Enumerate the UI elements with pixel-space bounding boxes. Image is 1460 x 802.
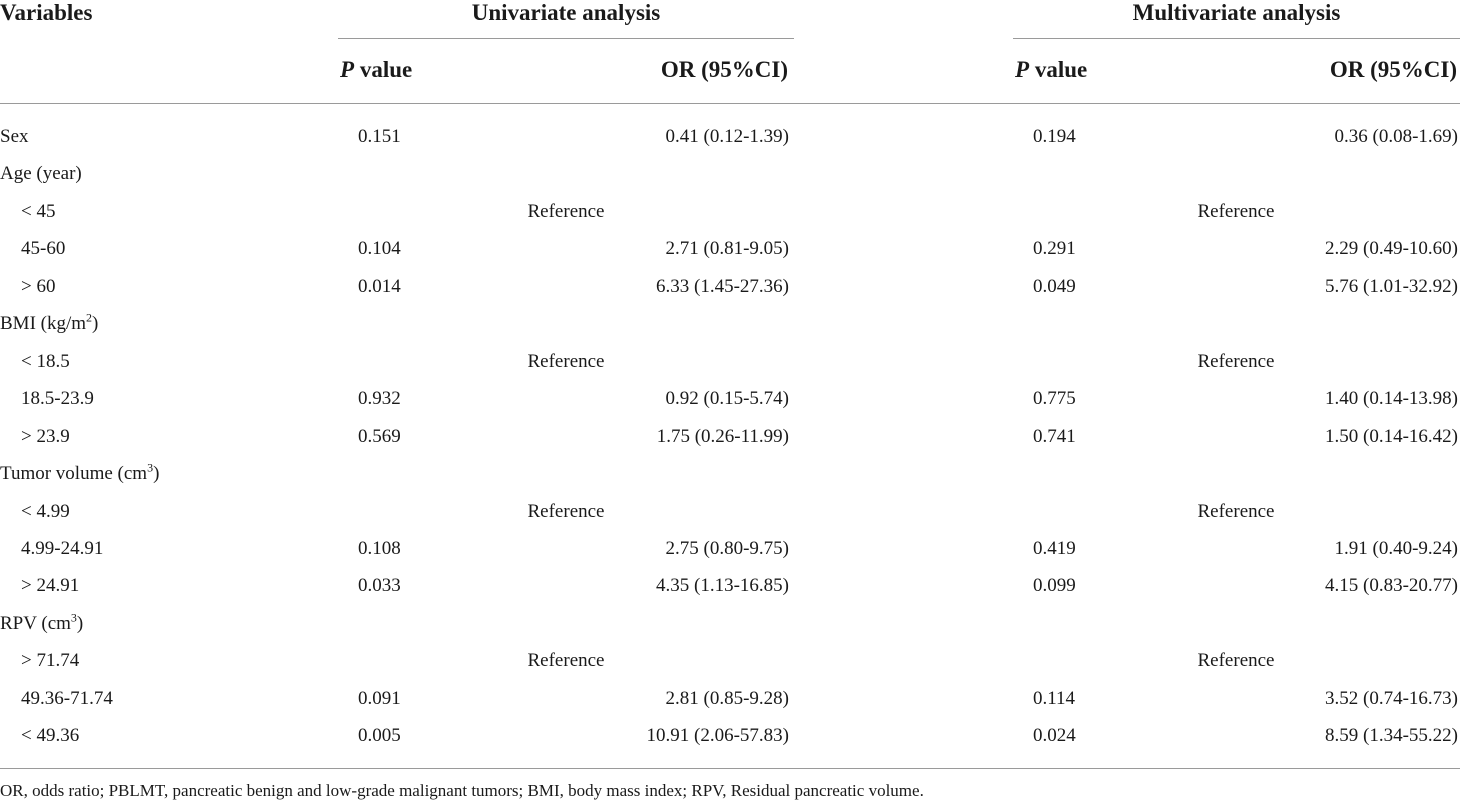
univariate-p-value-header: P value — [340, 57, 413, 82]
univariate-p-value: 0.104 — [358, 238, 401, 259]
univariate-or: 10.91 (2.06-57.83) — [646, 725, 789, 746]
multivariate-reference: Reference — [1197, 201, 1275, 222]
row-label: < 18.5 — [21, 351, 70, 372]
multivariate-or: 1.91 (0.40-9.24) — [1334, 538, 1458, 559]
univariate-reference: Reference — [527, 501, 605, 522]
multivariate-or: 1.40 (0.14-13.98) — [1325, 388, 1458, 409]
univariate-or: 6.33 (1.45-27.36) — [656, 276, 789, 297]
row-label: Tumor volume $(cm^3)$ — [0, 460, 160, 484]
univariate-reference: Reference — [527, 650, 605, 671]
multivariate-p-value: 0.049 — [1033, 276, 1076, 297]
row-label: < 4.99 — [21, 501, 70, 522]
row-label: < 49.36 — [21, 725, 80, 746]
multivariate-p-value: 0.099 — [1033, 575, 1076, 596]
multivariate-or: 0.36 (0.08-1.69) — [1334, 126, 1458, 147]
multivariate-reference: Reference — [1197, 650, 1275, 671]
multivariate-or: 1.50 (0.14-16.42) — [1325, 426, 1458, 447]
row-label: > 60 — [21, 276, 56, 297]
univariate-p-value: 0.091 — [358, 688, 401, 709]
multivariate-reference: Reference — [1197, 501, 1275, 522]
univariate-p-value: 0.014 — [358, 276, 401, 297]
multivariate-or: 8.59 (1.34-55.22) — [1325, 725, 1458, 746]
row-label: < 45 — [21, 201, 56, 222]
multivariate-reference: Reference — [1197, 351, 1275, 372]
univariate-p-value: 0.569 — [358, 426, 401, 447]
univariate-p-value: 0.033 — [358, 575, 401, 596]
univariate-p-value: 0.932 — [358, 388, 401, 409]
multivariate-p-value: 0.194 — [1033, 126, 1076, 147]
univariate-reference: Reference — [527, 201, 605, 222]
univariate-reference: Reference — [527, 351, 605, 372]
header-univariate: Univariate analysis — [471, 0, 661, 25]
row-label: Sex — [0, 126, 29, 147]
header-multivariate: Multivariate analysis — [1132, 0, 1341, 25]
multivariate-or: 5.76 (1.01-32.92) — [1325, 276, 1458, 297]
header-variables: Variables — [0, 0, 93, 25]
row-label: RPV $(cm^3)$ — [0, 610, 84, 634]
row-label: 4.99-24.91 — [21, 538, 104, 559]
univariate-or: 2.81 (0.85-9.28) — [665, 688, 789, 709]
multivariate-or: 4.15 (0.83-20.77) — [1325, 575, 1458, 596]
multivariate-or: 2.29 (0.49-10.60) — [1325, 238, 1458, 259]
multivariate-or-header: OR (95%CI) — [1329, 57, 1457, 82]
multivariate-p-value: 0.114 — [1033, 688, 1076, 709]
univariate-p-value: 0.005 — [358, 725, 401, 746]
table-bottom-rule — [0, 768, 1460, 769]
univariate-or: 1.75 (0.26-11.99) — [656, 426, 789, 447]
univariate-or: 2.75 (0.80-9.75) — [665, 538, 789, 559]
multivariate-p-value-header: P value — [1015, 57, 1088, 82]
univariate-p-value: 0.108 — [358, 538, 401, 559]
multivariate-p-value: 0.775 — [1033, 388, 1076, 409]
univariate-or: 4.35 (1.13-16.85) — [656, 575, 789, 596]
univariate-or: 2.71 (0.81-9.05) — [665, 238, 789, 259]
multivariate-p-value: 0.741 — [1033, 426, 1076, 447]
row-label: 45-60 — [21, 238, 66, 259]
row-label: > 24.91 — [21, 575, 80, 596]
row-label: BMI $(kg/m^2)$ — [0, 310, 99, 334]
univariate-or: 0.41 (0.12-1.39) — [665, 126, 789, 147]
univariate-or-header: OR (95%CI) — [660, 57, 788, 82]
row-label: > 23.9 — [21, 426, 70, 447]
multivariate-p-value: 0.024 — [1033, 725, 1076, 746]
multivariate-underline — [1013, 38, 1460, 39]
multivariate-p-value: 0.291 — [1033, 238, 1076, 259]
univariate-p-value: 0.151 — [358, 126, 401, 147]
header-bottom-rule — [0, 103, 1460, 104]
univariate-underline — [338, 38, 794, 39]
row-label: Age (year) — [0, 163, 82, 184]
multivariate-or: 3.52 (0.74-16.73) — [1325, 688, 1458, 709]
univariate-or: 0.92 (0.15-5.74) — [665, 388, 789, 409]
table-footnote: OR, odds ratio; PBLMT, pancreatic benign and low-grade malignant tumors; BMI, body mass index; RPV, Residual pancreatic volume. — [0, 781, 924, 800]
row-label: > 71.74 — [21, 650, 80, 671]
row-label: 49.36-71.74 — [21, 688, 113, 709]
row-label: 18.5-23.9 — [21, 388, 94, 409]
multivariate-p-value: 0.419 — [1033, 538, 1076, 559]
